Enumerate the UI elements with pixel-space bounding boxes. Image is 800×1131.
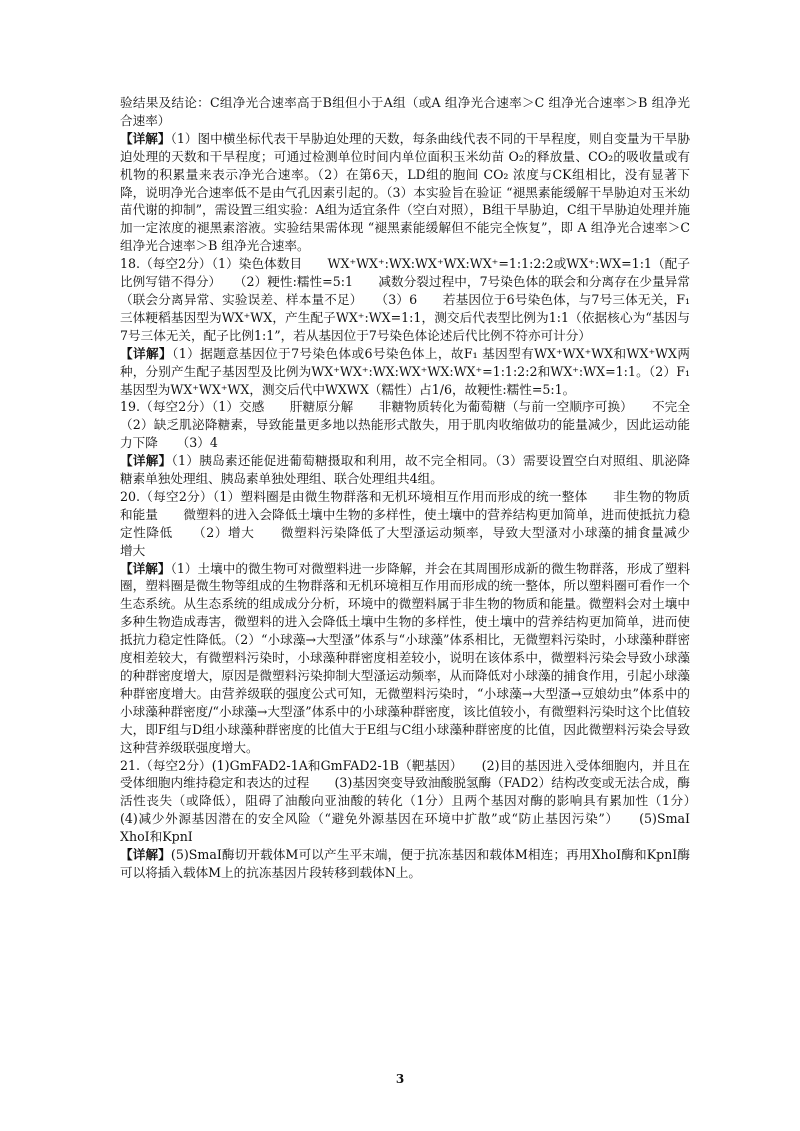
paragraph-tag: 【详解】 bbox=[120, 847, 171, 863]
paragraph bbox=[120, 94, 690, 130]
paragraph-text: 验结果及结论：C组净光合速率高于B组但小于A组（或A 组净光合速率＞C 组净光合速率＞B 组净光合速率） bbox=[120, 95, 690, 128]
paragraph bbox=[120, 488, 716, 560]
paragraph bbox=[120, 345, 690, 399]
paragraph-text: （1）据题意基因位于7号染色体或6号染色体上，故F₁ 基因型有WX⁺WX⁺WX和WX⁺WX两种，分别产生配子基因型及比例为WX⁺WX⁺:WX:WX⁺WX:WX⁺=1:1:2:2和WX⁺:WX=1:1。（2）F₁ 基因型为WX⁺WX⁺WX，测交后代中WXWX（糯性）占1/6，故粳性:糯性=5:1。 bbox=[120, 345, 690, 397]
paragraph-tag: 【详解】 bbox=[120, 560, 171, 576]
paragraph-text: 18.（每空2分）（1）染色体数目 WX⁺WX⁺:WX:WX⁺WX:WX⁺=1:1:2:2或WX⁺:WX=1:1（配子比例写错不得分） （2）粳性:糯性=5:1 减数分裂过程中，7号染色体的联会和分离存在少量异常（联会分离异常、实验误差、样本量不足） （3）6 若基因位于6号染色体，与7号三体无关，F₁ 三体粳稻基因型为WX⁺WX，产生配子WX⁺:WX=1:1，测交后代表型比例为1:1（依据核心为“基因与7号三体无关，配子比例1:1”，若从基因位于7号染色体论述后代比例不符亦可计分） bbox=[120, 256, 690, 343]
paragraph bbox=[120, 130, 690, 255]
paragraph-text: （1）图中横坐标代表干旱胁迫处理的天数，每条曲线代表不同的干旱程度，则自变量为干旱胁迫处理的天数和干旱程度；可通过检测单位时间内单位面积玉米幼苗 O₂的释放量、CO₂的吸收量或有机物的积累量来表示净光合速率。（2）在第6天，LD组的胞间 CO₂ 浓度与CK组相比，没有显著下降，说明净光合速率低不是由气孔因素引起的。（3）本实验旨在验证 “褪黑素能缓解干旱胁迫对玉米幼苗代谢的抑制”，需设置三组实验：A组为适宜条件（空白对照），B组干旱胁迫，C组干旱胁迫处理并施加一定浓度的褪黑素溶液。实验结果需体现 “褪黑素能缓解但不能完全恢复”，即 A 组净光合速率＞C 组净光合速率＞B 组净光合速率。 bbox=[120, 130, 690, 254]
paragraph bbox=[120, 452, 690, 488]
paragraph-text: 19.（每空2分）（1）交感 肝糖原分解 非糖物质转化为葡萄糖（与前一空顺序可换） 不完全 （2）缺乏肌泌降糖素，导致能量更多地以热能形式散失，用于肌肉收缩做功的能量减少，因此运动能力下降 （3）4 bbox=[120, 399, 716, 451]
document-body bbox=[120, 94, 716, 882]
paragraph bbox=[120, 560, 690, 757]
paragraph-text: 20.（每空2分）（1）塑料圈是由微生物群落和无机环境相互作用而形成的统一整体 非生物的物质和能量 微塑料的进入会降低土壤中生物的多样性，使土壤中的营养结构更加简单，进而使抵抗力稳定性降低 （2）增大 微塑料污染降低了大型溞运动频率，导致大型溞对小球藻的捕食量减少 增大 bbox=[120, 488, 716, 558]
page-number: 3 bbox=[395, 1072, 405, 1086]
paragraph-text: （1）胰岛素还能促进葡萄糖摄取和利用，故不完全相同。（3）需要设置空白对照组、肌泌降糖素单独处理组、胰岛素单独处理组、联合处理组共4组。 bbox=[120, 453, 690, 487]
paragraph-text: 21.（每空2分）(1)GmFAD2-1A和GmFAD2-1B（靶基因） (2)目的基因进入受体细胞内，并且在受体细胞内维持稳定和表达的过程 (3)基因突变导致油酸脱氢酶（FAD2）结构改变或无法合成，酶活性丧失（或降低），阻碍了油酸向亚油酸的转化（1分）且两个基因对酶的影响具有累加性（1分） (4)减少外源基因潜在的安全风险（“避免外源基因在环境中扩散”或“防止基因污染”） (5)SmaI XhoI和KpnI bbox=[120, 757, 716, 845]
paragraph-text: （1）土壤中的微生物可对微塑料进一步降解，并会在其周围形成新的微生物群落，形成了塑料圈，塑料圈是微生物等组成的生物群落和无机环境相互作用而形成的统一整体，所以塑料圈可看作一个生态系统。从生态系统的组成成分分析，环境中的微塑料属于非生物的物质和能量。微塑料会对土壤中多种生物造成毒害，微塑料的进入会降低土壤中生物的多样性，使土壤中的营养结构更加简单，进而使抵抗力稳定性降低。（2）“小球藻→大型溞”体系与“小球藻”体系相比，无微塑料污染时，小球藻种群密度相差较大，有微塑料污染时，小球藻种群密度相差较小，说明在该体系中，微塑料污染会导致小球藻的种群密度增大，原因是微塑料污染抑制大型溞运动频率，从而降低对小球藻的捕食作用，引起小球藻种群密度增大。由营养级联的强度公式可知，无微塑料污染时，“小球藻→大型溞→豆娘幼虫”体系中的小球藻种群密度/“小球藻→大型溞”体系中的小球藻种群密度，该比值较小，有微塑料污染时这个比值较大，即F组与D组小球藻种群密度的比值大于E组与C组小球藻种群密度的比值，因此微塑料污染会导致这种营养级联强度增大。 bbox=[120, 560, 690, 755]
paragraph-text: (5)SmaI酶切开载体M可以产生平末端，便于抗冻基因和载体M相连；再用XhoI酶和KpnI酶可以将插入载体M上的抗冻基因片段转移到载体N上。 bbox=[120, 847, 691, 880]
paragraph bbox=[120, 846, 690, 882]
paragraph bbox=[120, 398, 716, 452]
paragraph bbox=[120, 255, 690, 345]
paragraph-tag: 【详解】 bbox=[120, 345, 172, 361]
paragraph-tag: 【详解】 bbox=[120, 453, 172, 469]
paragraph-tag: 【详解】 bbox=[120, 130, 171, 146]
paragraph bbox=[120, 757, 716, 847]
